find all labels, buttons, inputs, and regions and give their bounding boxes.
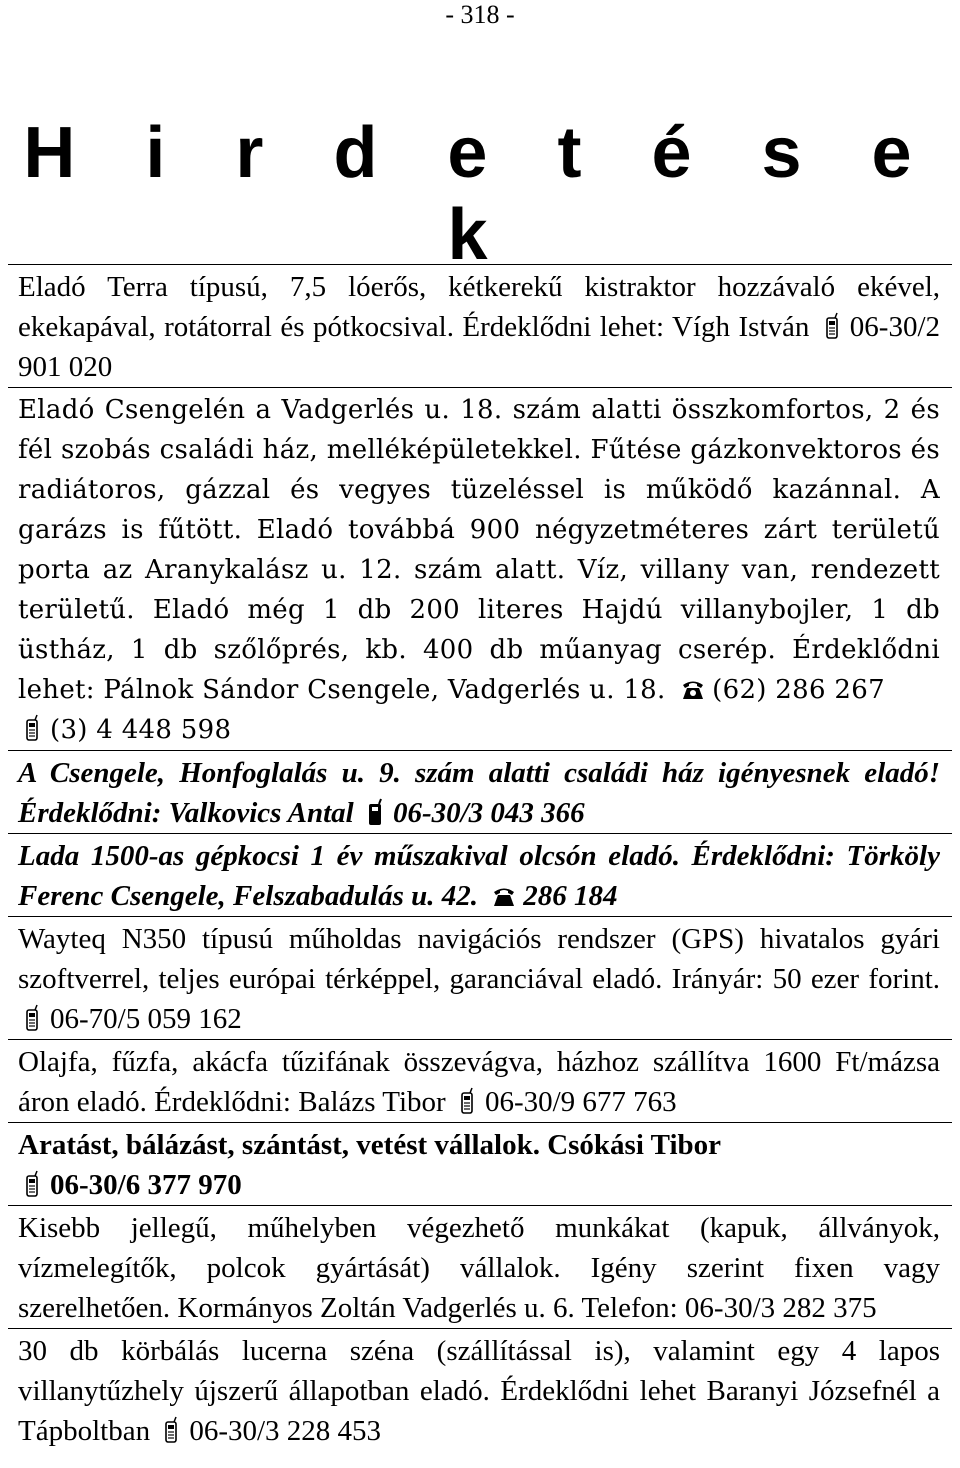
ads-list bbox=[8, 264, 952, 1451]
mobile-phone-icon bbox=[161, 1416, 181, 1446]
mobile-phone-icon bbox=[22, 1170, 42, 1200]
ad-phone: 06-30/3 228 453 bbox=[189, 1415, 382, 1447]
ad-traktor bbox=[8, 265, 952, 388]
ad-text: Wayteq N350 típusú műholdas navigációs rendszer (GPS) hivatalos gyári szoftverrel, teljes európai térképpel, garanciával eladó. Irányár: 50 ezer forint. bbox=[18, 923, 940, 995]
ad-landline: (62) 286 267 bbox=[712, 675, 885, 705]
mobile-phone-icon bbox=[365, 798, 385, 828]
mobile-phone-icon bbox=[822, 312, 842, 342]
mobile-phone-icon bbox=[457, 1087, 477, 1117]
ad-muhely bbox=[8, 1206, 952, 1329]
ad-csengele-haz bbox=[8, 388, 952, 751]
ad-honfoglalas bbox=[8, 751, 952, 834]
ad-phone: 06-30/3 043 366 bbox=[392, 797, 585, 829]
page-number: - 318 - bbox=[445, 0, 515, 29]
ad-text: Eladó Csengelén a Vadgerlés u. 18. szám alatti összkomfortos, 2 és fél szobás családi ház, melléképületekkel. Fűtése gázkonvektoros és radiátoros, gázzal és vegyes tüzeléssel is működő kazánnal. A garázs is fűtött. Eladó továbbá 900 négyzetméteres zárt területű porta az Aranykalász u. 12. szám alatt. Víz, villany van, rendezett területű. Eladó még 1 db 200 literes Hajdú villanybojler, 1 db üstház, 1 db szőlőprés, kb. 400 db műanyag cserép. Érdeklődni lehet: Pálnok Sándor Csengele, Vadgerlés u. 18. bbox=[18, 395, 940, 705]
page-title: H i r d e t é s e k bbox=[23, 113, 937, 275]
ad-phone: 06-30/9 677 763 bbox=[484, 1086, 677, 1118]
ad-text: Lada 1500-as gépkocsi 1 év műszakival olcsón eladó. Érdeklődni: Törköly Ferenc Csengele, Felszabadulás u. 42. bbox=[18, 840, 940, 912]
ad-lucerna bbox=[8, 1329, 952, 1451]
ad-phone: 06-70/5 059 162 bbox=[50, 1003, 242, 1035]
mobile-phone-icon bbox=[22, 714, 42, 744]
ad-text: 30 db körbálás lucerna széna (szállítással is), valamint egy 4 lapos villanytűzhely újszerű állapotban eladó. Érdeklődni lehet Baranyi Józsefnél a Tápboltban bbox=[18, 1335, 940, 1447]
ad-text: Kisebb jellegű, műhelyben végezhető munkákat (kapuk, állványok, vízmelegítők, polcok gyártását) vállalok. Igény szerint fixen vagy szerelhetően. Kormányos Zoltán Vadgerlés u. 6. Telefon: 06-30/3 282 375 bbox=[18, 1212, 940, 1324]
ad-phone: 06-30/2 901 020 bbox=[18, 311, 940, 383]
telephone-icon bbox=[680, 676, 706, 702]
ad-tuzifa bbox=[8, 1040, 952, 1123]
ad-text: Olajfa, fűzfa, akácfa tűzifának összevágva, házhoz szállítva 1600 Ft/mázsa áron eladó. Érdeklődni: Balázs Tibor bbox=[18, 1046, 940, 1118]
ad-text: Aratást, bálázást, szántást, vetést vállalok. Csókási Tibor bbox=[18, 1129, 721, 1161]
ad-text: Eladó Terra típusú, 7,5 lóerős, kétkerekű kistraktor hozzávaló ekével, ekekapával, rotátorral és pótkocsival. Érdeklődni lehet: Vígh István bbox=[18, 271, 940, 343]
telephone-icon bbox=[491, 883, 517, 909]
ad-phone: 06-30/6 377 970 bbox=[50, 1169, 242, 1201]
mobile-phone-icon bbox=[22, 1004, 42, 1034]
ad-phone: 286 184 bbox=[523, 880, 618, 912]
ad-lada bbox=[8, 834, 952, 917]
ad-text: A Csengele, Honfoglalás u. 9. szám alatti családi ház igényesnek eladó! Érdeklődni: Valkovics Antal bbox=[18, 757, 940, 829]
ad-gps bbox=[8, 917, 952, 1040]
ad-phone: (3) 4 448 598 bbox=[50, 715, 232, 745]
ad-aratas bbox=[8, 1123, 952, 1206]
